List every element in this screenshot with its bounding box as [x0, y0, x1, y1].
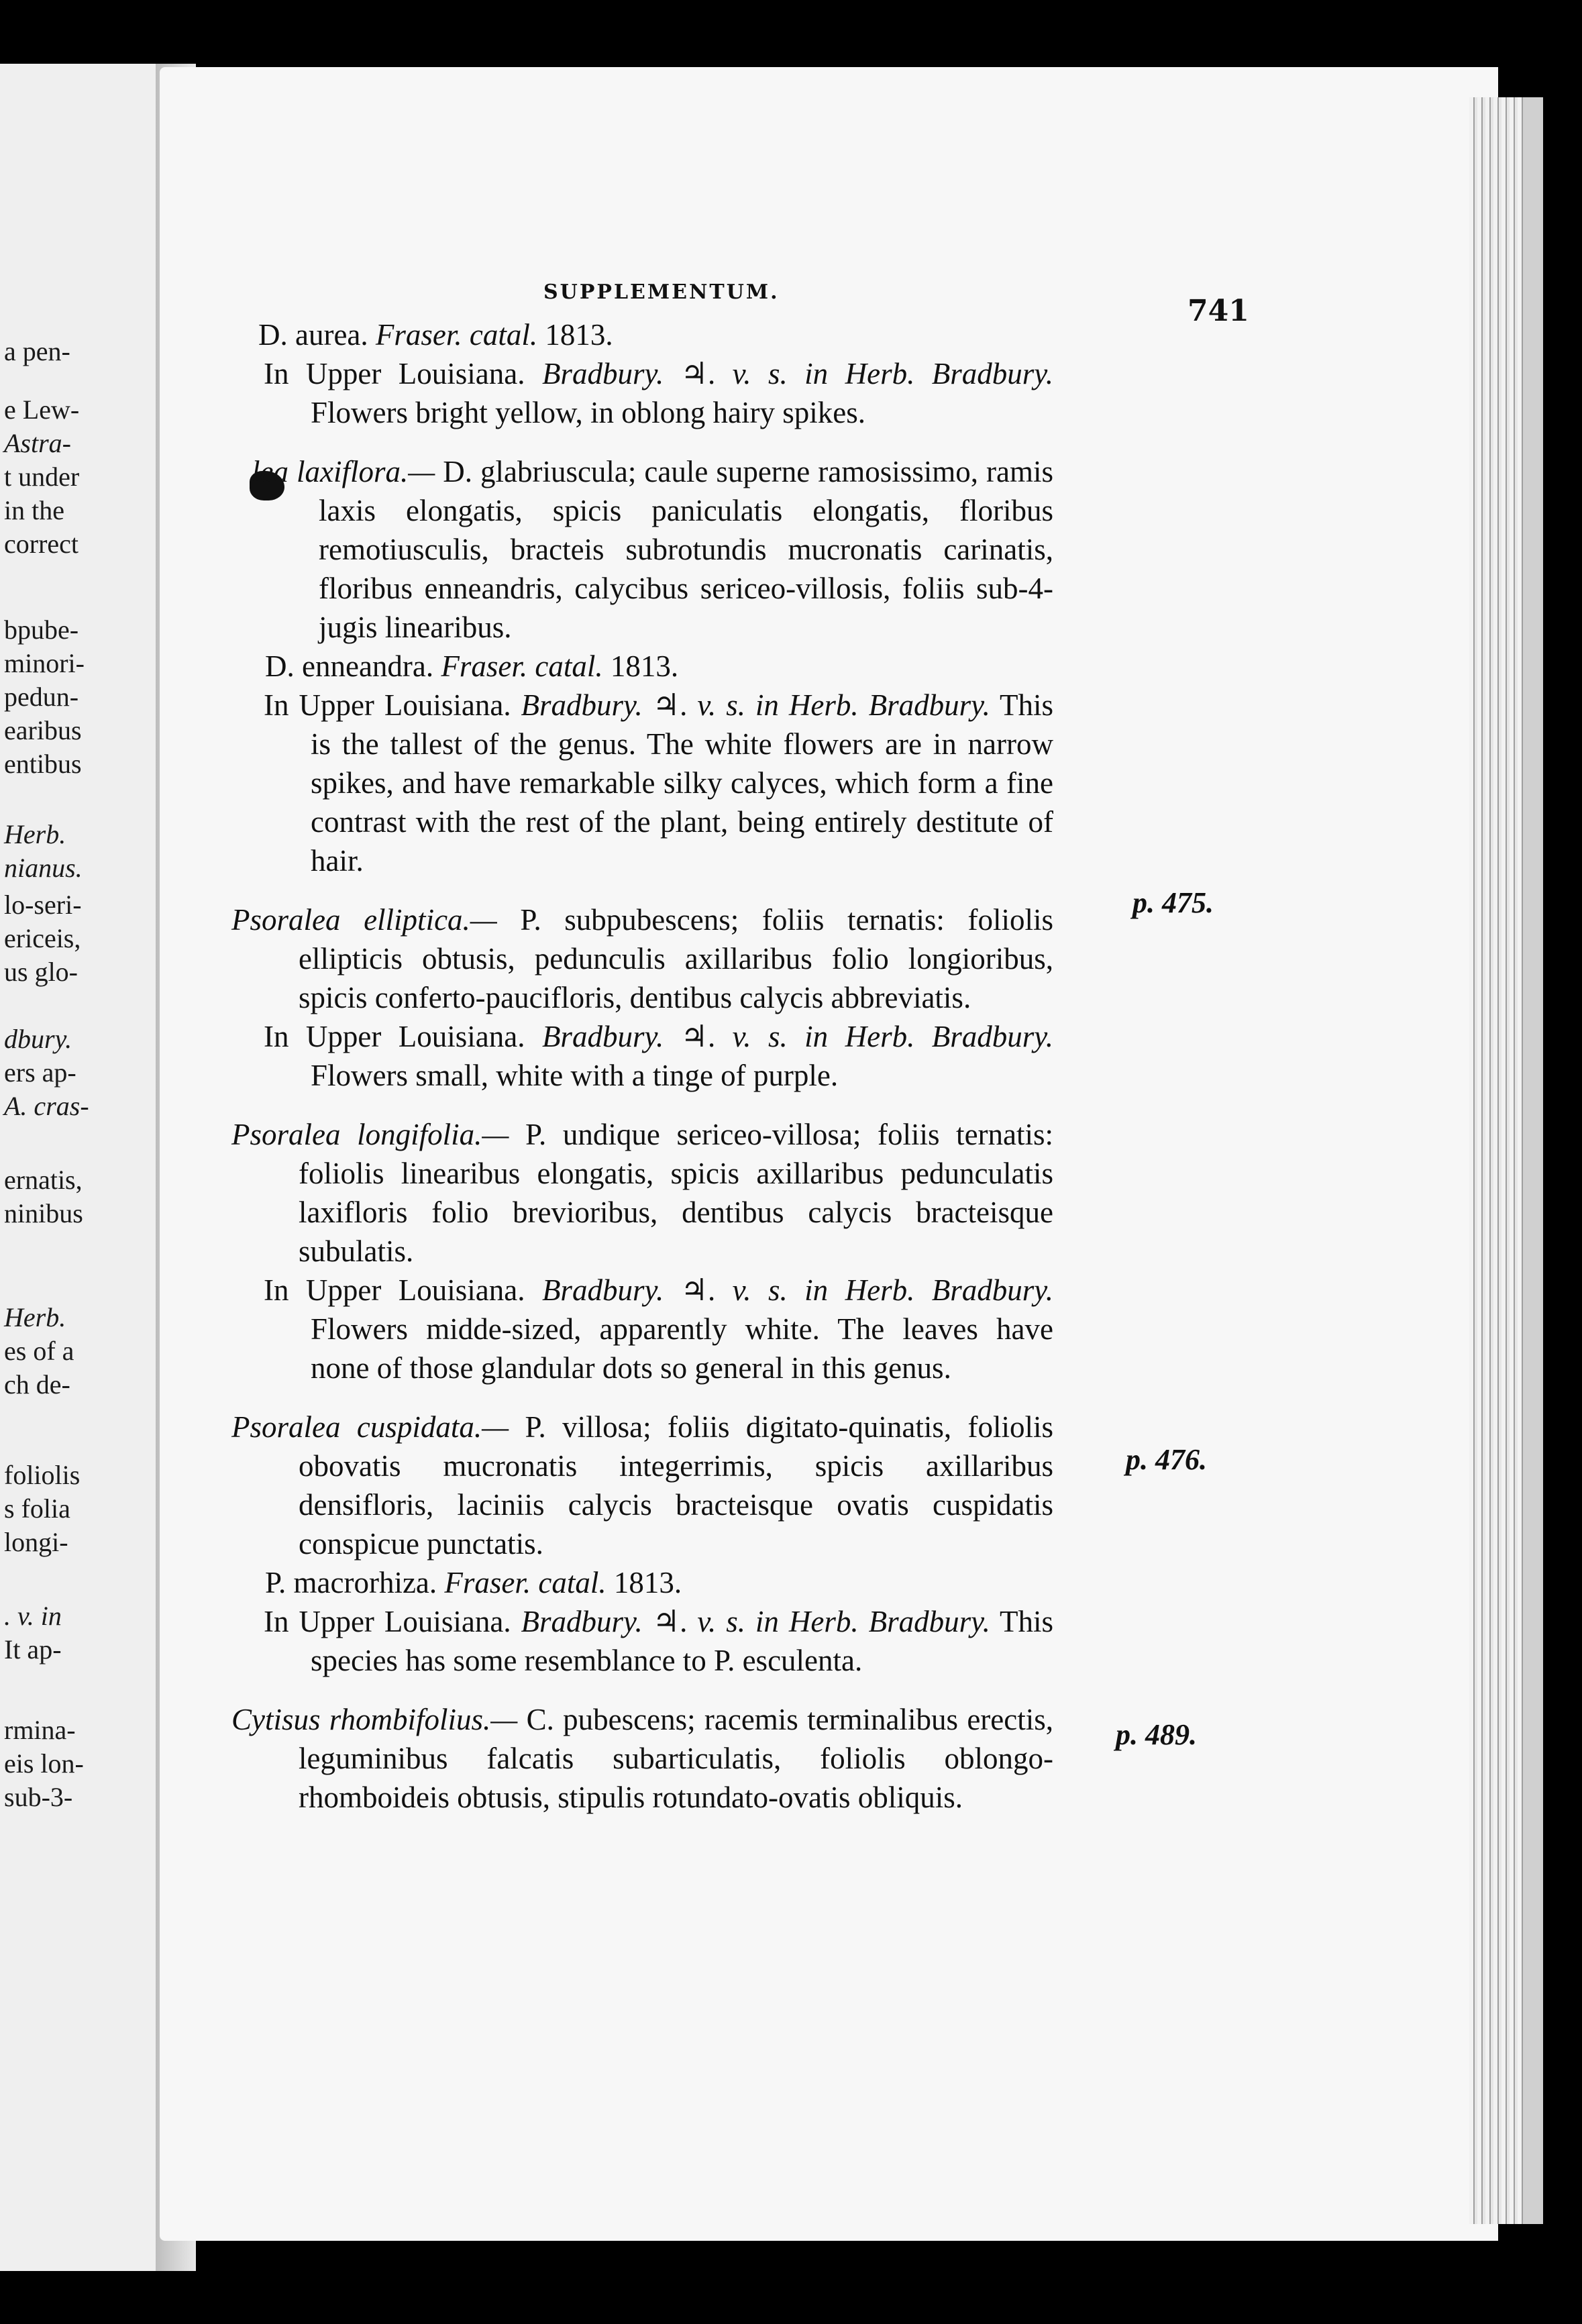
synonym-ref: Fraser. catal. [375, 318, 538, 352]
left-fragment: lo-seri- [4, 890, 82, 920]
left-fragment: longi- [4, 1527, 68, 1557]
habitat-note: v. s. in Herb. [697, 1605, 859, 1638]
left-fragment: foliolis [4, 1460, 81, 1490]
left-page [0, 64, 162, 2271]
left-fragment: t under [4, 462, 80, 492]
left-fragment: in the [4, 495, 64, 525]
entry-psoralea-cuspidata [231, 1408, 1053, 1680]
perennial-symbol: ♃. [652, 1605, 688, 1638]
entry-psoralea-elliptica [231, 900, 1053, 1095]
left-fragment: Astra- [4, 428, 71, 458]
left-fragment: sub-3- [4, 1782, 73, 1812]
habitat-note: Bradbury. [931, 1020, 1054, 1053]
left-fragment: us glo- [4, 957, 78, 987]
left-fragment: a pen- [4, 336, 70, 366]
habitat-line [231, 1602, 1053, 1680]
habitat-note: Bradbury. [931, 1273, 1054, 1307]
left-fragment: . v. in [4, 1601, 62, 1631]
perennial-symbol: ♃. [680, 1273, 716, 1307]
habitat-note: Bradbury. [868, 688, 990, 722]
left-fragment: ch de- [4, 1369, 70, 1399]
left-fragment: bpube- [4, 615, 79, 645]
habitat-text: Flowers bright yellow, in oblong hairy spikes. [311, 396, 866, 429]
margin-page-ref: p. 489. [1116, 1718, 1197, 1751]
left-fragment: rmina- [4, 1715, 76, 1745]
left-fragment: entibus [4, 749, 82, 779]
left-fragment: It ap- [4, 1634, 62, 1665]
synonym-year: 1813. [613, 1566, 682, 1599]
habitat-note: v. s. in Herb. [697, 688, 859, 722]
habitat-text: Flowers midde-sized, apparently white. The leaves have none of those glandular dots so general in this genus. [311, 1312, 1053, 1385]
perennial-symbol: ♃. [680, 357, 716, 390]
diagnosis-text: P. undique sericeo-villosa; foliis ternatis: foliolis linearibus elongatis, spicis axillaribus pedunculatis laxifloris folio brevioribus, dentibus calycis bracteisque subulatis. [299, 1118, 1054, 1268]
habitat-place: In Upper Louisiana. [264, 688, 511, 722]
habitat-place: In Upper Louisiana. [264, 1020, 525, 1053]
left-fragment: ericeis, [4, 923, 81, 953]
left-fragment: pedun- [4, 682, 79, 712]
left-fragment: correct [4, 529, 79, 559]
synonym-line [231, 647, 1053, 686]
page-content [231, 315, 1053, 1837]
habitat-text: This species has some resemblance to P. esculenta. [311, 1605, 1054, 1677]
habitat-line [231, 1017, 1053, 1095]
habitat-text: This is the tallest of the genus. The white flowers are in narrow spikes, and have remarkable silky calyces, which form a fine contrast with the rest of the plant, being entirely destitute of hair. [311, 688, 1054, 878]
habitat-place: In Upper Louisiana. [264, 357, 525, 390]
synonym-year: 1813. [545, 318, 613, 352]
habitat-collector: Bradbury. [521, 1605, 643, 1638]
habitat-note: v. s. in Herb. [732, 357, 915, 390]
synonym-line [231, 315, 1053, 354]
species-name: Psoralea elliptica.— [231, 903, 497, 937]
habitat-collector: Bradbury. [541, 1273, 664, 1307]
synonym-ref: Fraser. catal. [441, 649, 603, 683]
synonym-year: 1813. [610, 649, 679, 683]
entry-dalea-laxiflora [231, 452, 1053, 880]
entry-dalea-aurea [231, 315, 1053, 432]
diagnosis-text: P. subpubescens; foliis ternatis: foliolis ellipticis obtusis, pedunculis axillaribus folio longioribus, spicis conferto-paucifloris, dentibus calycis abbreviatis. [299, 903, 1053, 1014]
habitat-place: In Upper Louisiana. [264, 1273, 525, 1307]
diagnosis-text: D. glabriuscula; caule superne ramosissimo, ramis laxis elongatis, spicis paniculatis elongatis, floribus remotiusculis, bracteis subrotundis mucronatis carinatis, floribus enneandris, calycibus sericeo-villosis, foliis sub-4-jugis linearibus. [319, 455, 1053, 644]
left-fragment: minori- [4, 648, 85, 678]
entry-psoralea-longifolia [231, 1115, 1053, 1387]
perennial-symbol: ♃. [652, 688, 688, 722]
left-fragment: A. cras- [4, 1091, 89, 1121]
left-fragment: earibus [4, 715, 82, 745]
left-fragment: es of a [4, 1336, 74, 1366]
page-number: 741 [1188, 294, 1249, 328]
habitat-note: v. s. in Herb. [732, 1273, 915, 1307]
habitat-note: Bradbury. [868, 1605, 990, 1638]
margin-page-ref: p. 476. [1126, 1443, 1207, 1476]
habitat-line [231, 354, 1053, 432]
habitat-note: Bradbury. [931, 357, 1054, 390]
left-fragment: ernatis, [4, 1165, 83, 1195]
diagnosis [231, 1115, 1053, 1271]
species-name: Psoralea longifolia.— [231, 1118, 509, 1151]
left-fragment: ers ap- [4, 1057, 76, 1088]
diagnosis [231, 900, 1053, 1017]
left-fragment: eis lon- [4, 1748, 84, 1779]
left-fragment: nianus. [4, 853, 83, 883]
left-fragment: s folia [4, 1493, 70, 1524]
habitat-collector: Bradbury. [541, 1020, 664, 1053]
species-name: lea laxiflora.— [252, 455, 435, 488]
left-fragment: dbury. [4, 1024, 72, 1054]
synonym-name: P. macrorhiza. [265, 1566, 437, 1599]
diagnosis-text: P. villosa; foliis digitato-quinatis, foliolis obovatis mucronatis integerrimis, spicis axillaribus densifloris, laciniis calycis bracteisque ovatis cuspidatis conspicue punctatis. [299, 1410, 1053, 1561]
diagnosis [231, 1408, 1053, 1563]
habitat-text: Flowers small, white with a tinge of purple. [311, 1059, 839, 1092]
diagnosis [231, 1700, 1053, 1817]
habitat-collector: Bradbury. [521, 688, 643, 722]
species-name: Cytisus rhombifolius.— [231, 1703, 518, 1736]
left-fragment: ninibus [4, 1198, 83, 1228]
habitat-collector: Bradbury. [541, 357, 664, 390]
synonym-name: D. aurea. [258, 318, 368, 352]
left-fragment: e Lew- [4, 394, 80, 425]
left-fragment: Herb. [4, 1302, 66, 1332]
diagnosis [231, 452, 1053, 647]
synonym-line [231, 1563, 1053, 1602]
synonym-ref: Fraser. catal. [444, 1566, 607, 1599]
running-header: SUPPLEMENTUM. [543, 280, 780, 304]
species-name: Psoralea cuspidata.— [231, 1410, 509, 1444]
habitat-line [231, 686, 1053, 880]
entry-cytisus-rhombifolius [231, 1700, 1053, 1817]
margin-page-ref: p. 475. [1132, 886, 1214, 919]
page-edges [1469, 97, 1543, 2224]
synonym-name: D. enneandra. [265, 649, 434, 683]
habitat-note: v. s. in Herb. [732, 1020, 915, 1053]
perennial-symbol: ♃. [680, 1020, 716, 1053]
habitat-line [231, 1271, 1053, 1387]
diagnosis-text: C. pubescens; racemis terminalibus erectis, leguminibus falcatis subarticulatis, foliolis oblongo-rhomboideis obtusis, stipulis rotundato-ovatis obliquis. [299, 1703, 1054, 1814]
left-fragment: Herb. [4, 819, 66, 849]
habitat-place: In Upper Louisiana. [264, 1605, 511, 1638]
